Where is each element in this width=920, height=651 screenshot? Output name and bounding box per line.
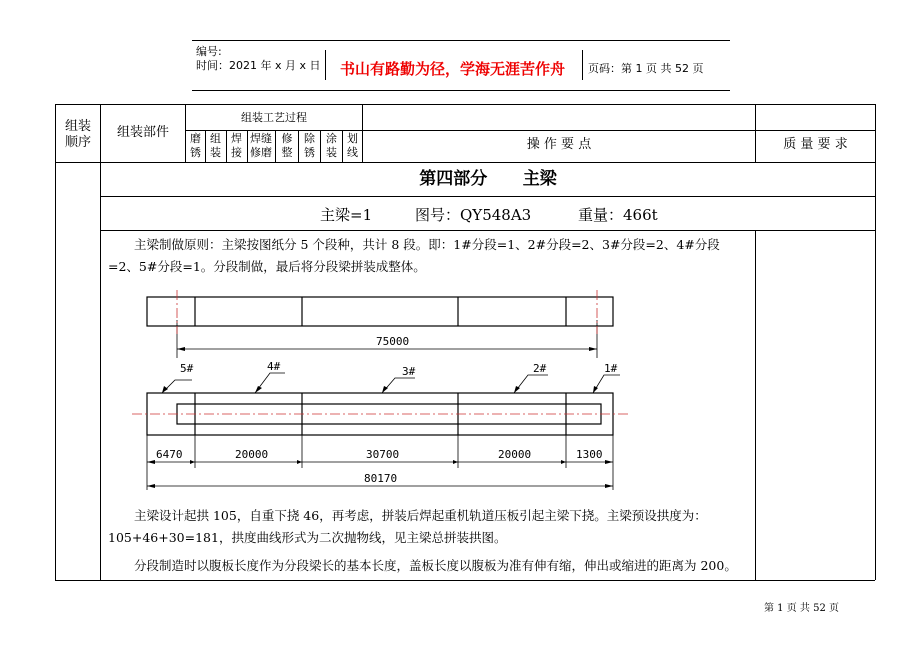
sub-drawing-number: 图号：QY548A3 xyxy=(415,206,532,224)
segment-label-2: 2# xyxy=(533,362,547,375)
sub-count: 主梁=1 xyxy=(320,206,373,224)
segment-label-4: 4# xyxy=(267,360,281,373)
dim-segment-5: 6470 xyxy=(156,448,183,461)
col-header-process: 组装工艺过程 xyxy=(241,111,307,124)
segment-label-5: 5# xyxy=(180,362,194,375)
motto: 书山有路勤为径，学海无涯苦作舟 xyxy=(340,60,566,78)
dim-segment-3: 30700 xyxy=(366,448,400,461)
process-trimming: 修 整 xyxy=(281,132,293,159)
segment-label-1: 1# xyxy=(604,362,618,375)
col-header-part: 组装部件 xyxy=(116,125,169,140)
process-derusting: 除 锈 xyxy=(304,132,315,159)
dim-segment-4: 20000 xyxy=(235,448,269,461)
header-divider xyxy=(325,50,326,80)
process-weld-grinding: 焊缝 修磨 xyxy=(250,132,272,159)
segment-label-3: 3# xyxy=(402,365,416,378)
section-title: 第四部分 主梁 xyxy=(419,169,557,189)
paragraph-camber: 主梁设计起拱 105，自重下挠 46，再考虑，拼装后焊起重机轨道压板引起主梁下挠。主梁预设拱度为：105+46+30=181，拱度曲线形式为二次抛物线，见主梁总拼装拱图。 xyxy=(108,508,707,545)
header-bottom-rule xyxy=(192,90,730,91)
process-painting: 涂 装 xyxy=(326,132,337,159)
doc-number-label: 编号: xyxy=(196,45,222,58)
footer-page: 第 1 页 共 52 页 xyxy=(764,603,839,614)
dim-segment-2: 20000 xyxy=(498,448,532,461)
col-header-points: 操 作 要 点 xyxy=(526,137,592,152)
col-header-quality: 质 量 要 求 xyxy=(783,137,848,152)
doc-time-label: 时间：2021 年 x 月 x 日 xyxy=(196,59,321,72)
process-marking: 划 线 xyxy=(347,132,358,159)
header-top-rule xyxy=(192,40,730,41)
process-grinding: 磨 锈 xyxy=(190,132,201,159)
main-girder-drawing xyxy=(120,290,640,495)
dim-top: 75000 xyxy=(376,335,410,348)
paragraph-segment: 分段制造时以腹板长度作为分段梁长的基本长度，盖板长度以腹板为准有伸有缩，伸出或缩进的距离为 200。 xyxy=(134,558,737,573)
process-assembly: 组 装 xyxy=(210,132,221,159)
page-info: 页码：第 1 页 共 52 页 xyxy=(588,62,704,75)
header-divider xyxy=(582,50,583,80)
process-welding: 焊 接 xyxy=(231,132,242,159)
sub-weight: 重量：466t xyxy=(578,206,658,224)
dim-total: 80170 xyxy=(364,472,398,485)
col-header-order: 组装 顺序 xyxy=(64,119,91,150)
dim-segment-1: 1300 xyxy=(576,448,603,461)
paragraph-principle: 主梁制做原则：主梁按图纸分 5 个段种，共计 8 段。即：1#分段=1、2#分段=2、3#分段=2、4#分段=2、5#分段=1。分段制做，最后将分段梁拼装成整体。 xyxy=(108,237,720,274)
